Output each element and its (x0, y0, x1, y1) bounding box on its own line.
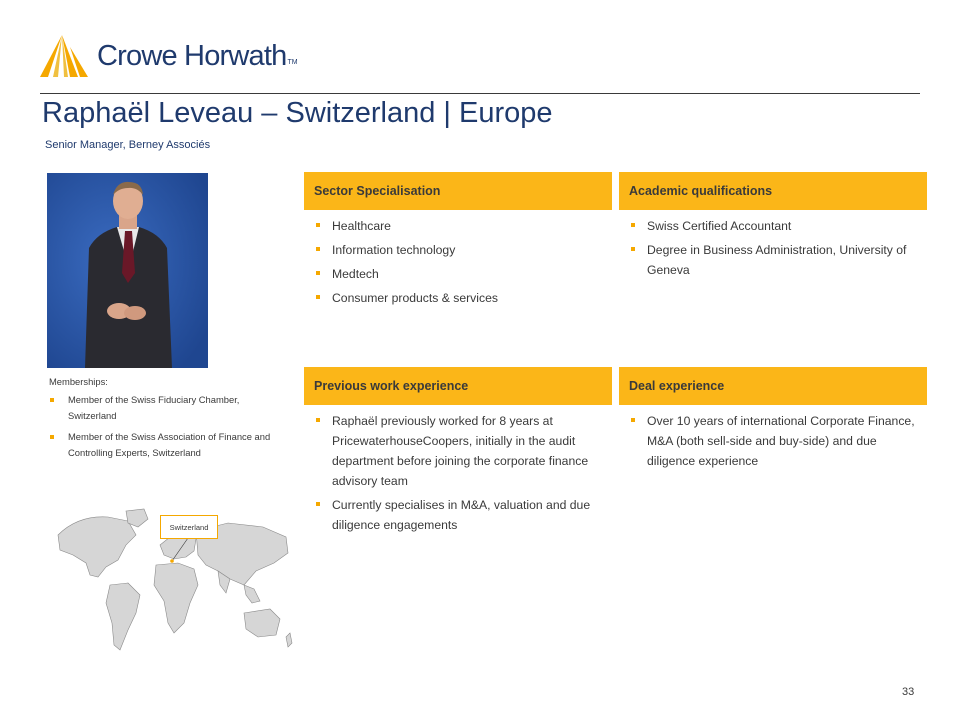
list-item: Raphaël previously worked for 8 years at PricewaterhouseCoopers, initially in the audit department before joining the corporate finance advisory team (314, 411, 602, 491)
header-divider (40, 93, 920, 94)
work-panel (304, 367, 612, 539)
memberships-section (49, 374, 289, 466)
list-item: Over 10 years of international Corporate Finance, M&A (both sell-side and buy-side) and due diligence experience (629, 411, 917, 471)
crowe-peak-icon (40, 35, 88, 77)
list-item: Information technology (314, 240, 602, 260)
list-item: Degree in Business Administration, University of Geneva (629, 240, 917, 280)
page-title: Raphaël Leveau – Switzerland | Europe (42, 97, 553, 129)
list-item: Member of the Swiss Fiduciary Chamber, Switzerland (49, 392, 289, 424)
deal-panel (619, 367, 927, 475)
list-item: Swiss Certified Accountant (629, 216, 917, 236)
logo-trademark: TM (287, 59, 298, 66)
list-item: Consumer products & services (314, 288, 602, 308)
page-number: 33 (902, 686, 915, 698)
list-item: Healthcare (314, 216, 602, 236)
page-subtitle: Senior Manager, Berney Associés (45, 139, 211, 151)
memberships-list (49, 392, 289, 461)
portrait-photo (47, 173, 208, 368)
sector-panel (304, 172, 612, 312)
academic-list (619, 216, 927, 280)
academic-heading: Academic qualifications (619, 172, 927, 210)
deal-list (619, 411, 927, 471)
list-item: Member of the Swiss Association of Finance and Controlling Experts, Switzerland (49, 429, 289, 461)
work-heading: Previous work experience (304, 367, 612, 405)
memberships-heading: Memberships: (49, 376, 108, 387)
deal-heading: Deal experience (619, 367, 927, 405)
list-item: Currently specialises in M&A, valuation and due diligence engagements (314, 495, 602, 535)
logo-wordmark: Crowe Horwath (97, 39, 287, 72)
sector-list (304, 216, 612, 308)
world-map (48, 505, 296, 660)
sector-heading: Sector Specialisation (304, 172, 612, 210)
academic-panel (619, 172, 927, 284)
map-location-label: Switzerland (160, 515, 218, 539)
company-logo (40, 34, 298, 78)
work-list (304, 411, 612, 535)
list-item: Medtech (314, 264, 602, 284)
